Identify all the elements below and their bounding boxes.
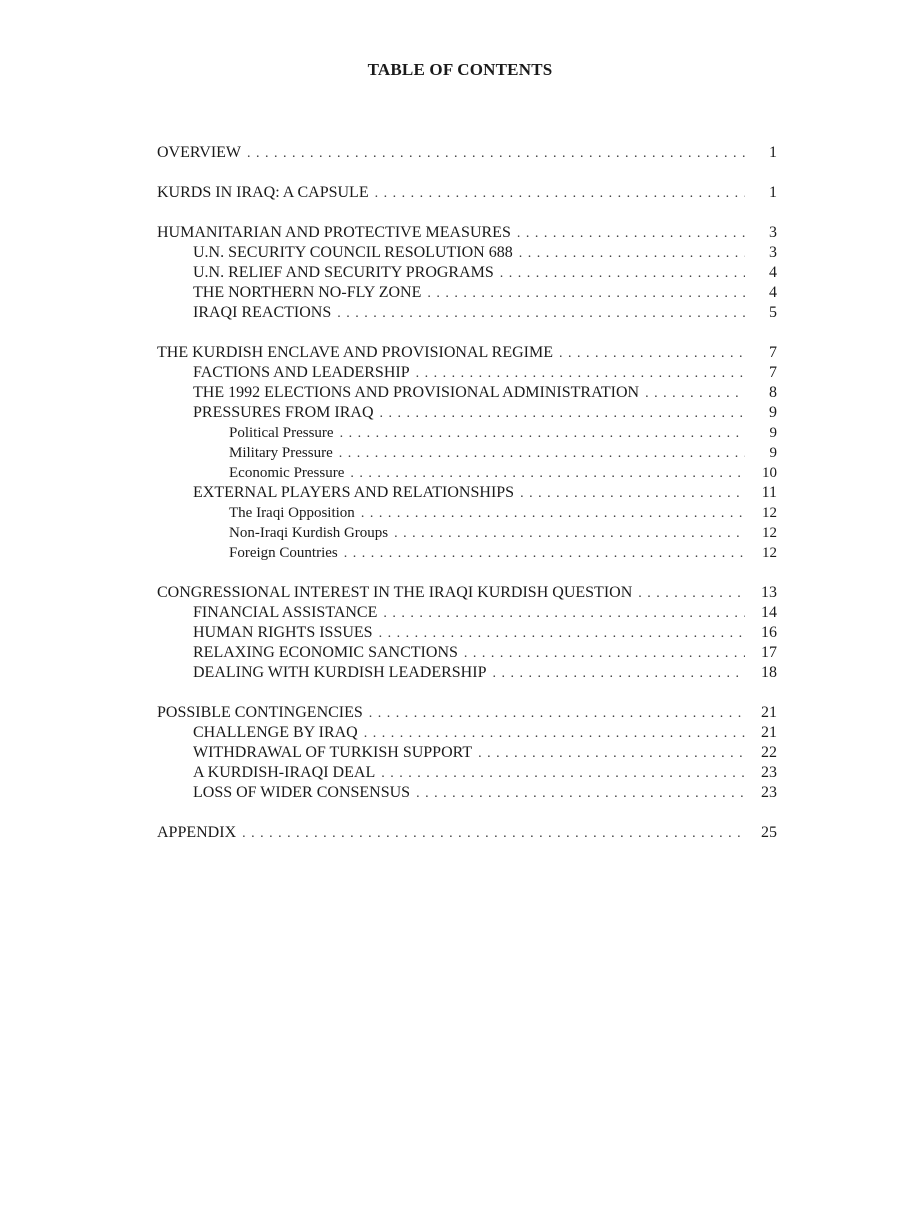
toc-entry [157,583,777,603]
toc-entry-page-number: 21 [761,704,777,721]
toc-entry [157,383,777,403]
toc-section [157,583,777,683]
toc-entry [157,823,777,843]
toc-entry [157,743,777,763]
dot-leader [375,184,745,204]
toc-entry [157,223,777,243]
toc-entry-page-number: 8 [769,384,777,401]
toc-entry [157,503,777,523]
toc-entry-page-number: 7 [769,364,777,381]
toc-entry-page-number: 7 [769,344,777,361]
toc-entry [157,703,777,723]
toc-entry [157,603,777,623]
toc-entry-label: Political Pressure [229,425,334,441]
dot-leader [492,664,745,684]
toc-entry-label: THE 1992 ELECTIONS AND PROVISIONAL ADMINISTRATION [193,384,640,401]
toc-entry-page-number: 1 [769,144,777,161]
toc-entry-page-number: 3 [769,244,777,261]
toc-entry-page-number: 17 [761,644,777,661]
toc-entry-page-number: 13 [761,584,777,601]
toc-entry-page-number: 14 [761,604,777,621]
toc-entry [157,443,777,463]
toc-section [157,703,777,803]
toc-entry-label: HUMAN RIGHTS ISSUES [193,624,373,641]
toc-entry [157,623,777,643]
toc-entry-page-number: 23 [761,764,777,781]
toc-entry-label: CONGRESSIONAL INTEREST IN THE IRAQI KURDISH QUESTION [157,584,633,601]
toc-entry-page-number: 4 [769,284,777,301]
toc-entry-label: RELAXING ECONOMIC SANCTIONS [193,644,458,661]
toc-entry-page-number: 5 [769,304,777,321]
dot-leader [380,404,746,424]
toc-entry-page-number: 11 [761,484,777,501]
toc-entry-page-number: 3 [769,224,777,241]
toc-section [157,223,777,323]
toc-entry [157,423,777,443]
toc-section [157,823,777,843]
dot-leader [247,144,745,164]
dot-leader [381,764,745,784]
toc-entry-label: PRESSURES FROM IRAQ [193,404,374,421]
toc-entry-page-number: 9 [769,445,777,461]
dot-leader [416,364,745,384]
toc-entry-label: KURDS IN IRAQ: A CAPSULE [157,184,369,201]
toc-entry-label: Economic Pressure [229,465,345,481]
toc-section [157,143,777,163]
dot-leader [350,464,745,484]
dot-leader [339,444,745,464]
dot-leader [394,524,745,544]
toc-entry [157,343,777,363]
toc-entry-page-number: 12 [762,545,777,561]
toc-entry-page-number: 9 [769,425,777,441]
dot-leader [369,704,745,724]
dot-leader [337,304,745,324]
toc-entry-label: DEALING WITH KURDISH LEADERSHIP [193,664,487,681]
toc-entry [157,663,777,683]
toc-entry-label: U.N. SECURITY COUNCIL RESOLUTION 688 [193,244,513,261]
dot-leader [464,644,745,664]
toc-entry-label: LOSS OF WIDER CONSENSUS [193,784,411,801]
toc-entry [157,723,777,743]
toc-entry [157,363,777,383]
toc-entry-label: POSSIBLE CONTINGENCIES [157,704,363,721]
toc-entry-label: A KURDISH-IRAQI DEAL [193,764,376,781]
toc-entry-page-number: 18 [761,664,777,681]
toc-entry-label: IRAQI REACTIONS [193,304,332,321]
toc-entry [157,183,777,203]
dot-leader [478,744,745,764]
toc-entry [157,643,777,663]
dot-leader [427,284,745,304]
toc-entry [157,303,777,323]
dot-leader [638,584,745,604]
toc-section [157,183,777,203]
toc-entry-label: THE NORTHERN NO-FLY ZONE [193,284,422,301]
toc-entry-page-number: 1 [769,184,777,201]
dot-leader [500,264,745,284]
dot-leader [361,504,745,524]
toc-entry [157,763,777,783]
toc-entry-page-number: 16 [761,624,777,641]
toc-entry [157,523,777,543]
dot-leader [364,724,745,744]
dot-leader [340,424,745,444]
toc-entry-label: EXTERNAL PLAYERS AND RELATIONSHIPS [193,484,515,501]
toc-entry-page-number: 22 [761,744,777,761]
toc-entry-label: Military Pressure [229,445,333,461]
toc-entry [157,143,777,163]
toc-entry-label: FACTIONS AND LEADERSHIP [193,364,410,381]
toc-entry-label: Non-Iraqi Kurdish Groups [229,525,389,541]
toc-entry-label: U.N. RELIEF AND SECURITY PROGRAMS [193,264,494,281]
toc-entry [157,403,777,423]
toc-entry-page-number: 12 [762,525,777,541]
dot-leader [645,384,745,404]
toc-entry-page-number: 21 [761,724,777,741]
dot-leader [379,624,745,644]
toc-entry-page-number: 10 [762,465,777,481]
toc-entry-label: CHALLENGE BY IRAQ [193,724,358,741]
toc-entry-page-number: 25 [761,824,777,841]
toc-entry-label: THE KURDISH ENCLAVE AND PROVISIONAL REGIME [157,344,553,361]
toc-entry-label: Foreign Countries [229,545,338,561]
toc-entry-page-number: 12 [762,505,777,521]
toc-entry-label: WITHDRAWAL OF TURKISH SUPPORT [193,744,473,761]
dot-leader [559,344,745,364]
toc-entry-page-number: 23 [761,784,777,801]
toc-entry-label: APPENDIX [157,824,237,841]
toc-entry [157,543,777,563]
toc-entry-label: FINANCIAL ASSISTANCE [193,604,378,621]
toc-entry [157,783,777,803]
table-of-contents [157,143,777,843]
toc-entry [157,483,777,503]
dot-leader [519,244,745,264]
toc-entry-label: The Iraqi Opposition [229,505,355,521]
toc-entry [157,243,777,263]
toc-section [157,343,777,563]
toc-entry-page-number: 9 [769,404,777,421]
dot-leader [383,604,745,624]
dot-leader [517,224,745,244]
dot-leader [344,544,745,564]
toc-entry [157,463,777,483]
dot-leader [416,784,745,804]
toc-entry-page-number: 4 [769,264,777,281]
dot-leader [242,824,745,844]
toc-entry-label: OVERVIEW [157,144,242,161]
toc-entry-label: HUMANITARIAN AND PROTECTIVE MEASURES [157,224,511,241]
toc-entry [157,263,777,283]
page-title: TABLE OF CONTENTS [367,60,553,79]
toc-entry [157,283,777,303]
dot-leader [520,484,745,504]
